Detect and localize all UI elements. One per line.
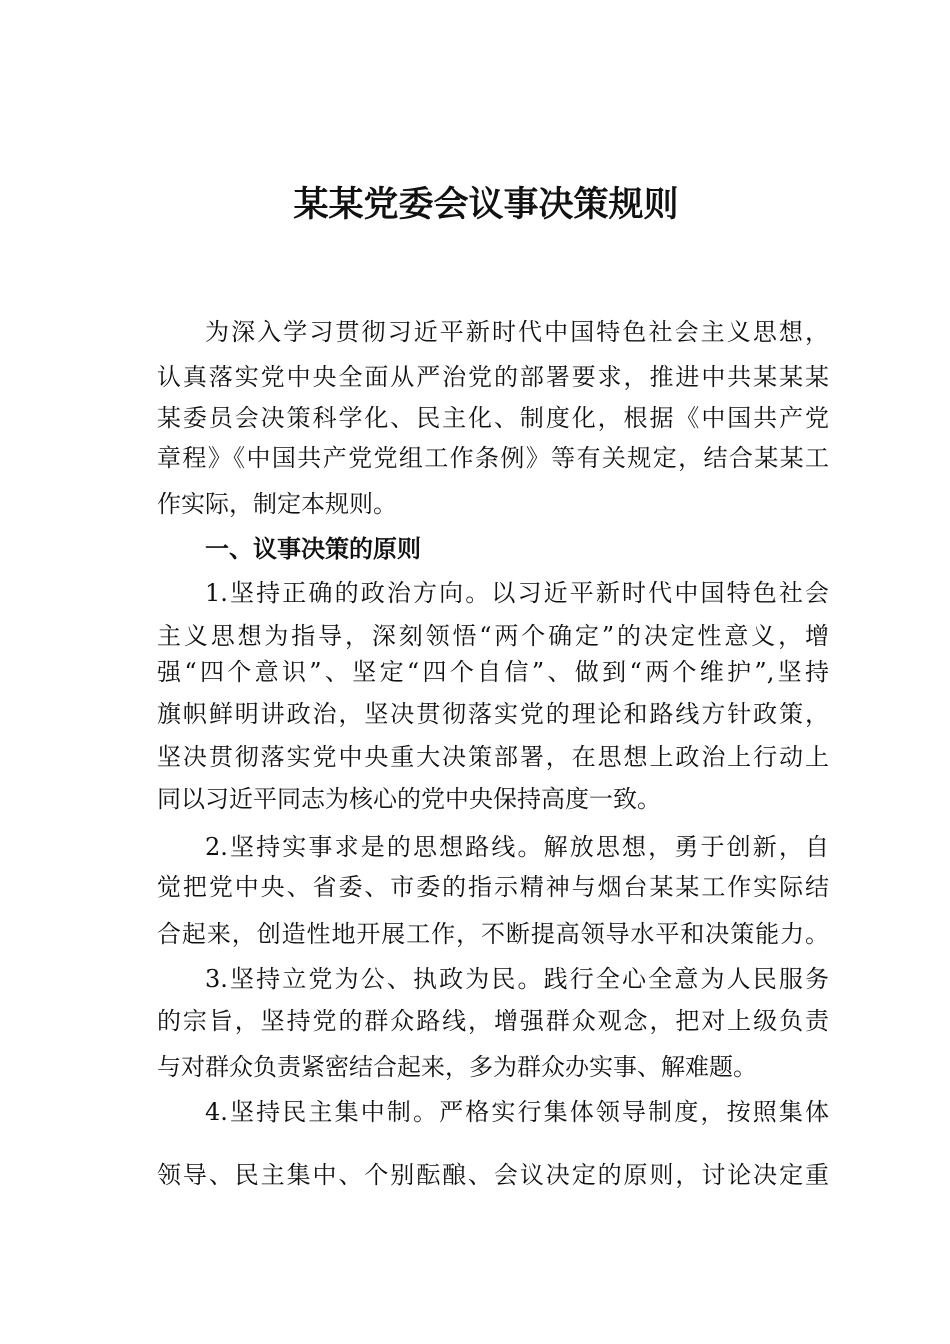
item-4-line-1: 4.坚持民主集中制。严格实行集体领导制度，按照集体 — [205, 1098, 829, 1126]
item-1-line-2: 主义思想为指导，深刻领悟“两个确定”的决定性意义，增 — [157, 622, 829, 650]
intro-line-2: 认真落实党中央全面从严治党的部署要求，推进中共某某某 — [157, 363, 829, 391]
intro-line-3: 某委员会决策科学化、民主化、制度化，根据《中国共产党 — [157, 404, 829, 432]
item-1-line-3: 强“四个意识”、坚定“四个自信”、做到“两个维护”,坚持 — [157, 658, 829, 686]
intro-line-1: 为深入学习贯彻习近平新时代中国特色社会主义思想， — [205, 318, 829, 346]
item-2-line-2: 觉把党中央、省委、市委的指示精神与烟台某某工作实际结 — [157, 873, 829, 901]
section-heading: 一、议事决策的原则 — [205, 535, 421, 563]
intro-line-5: 作实际，制定本规则。 — [157, 490, 397, 518]
item-3-line-2: 的宗旨，坚持党的群众路线，增强群众观念，把对上级负责 — [157, 1007, 829, 1035]
item-1-line-1: 1.坚持正确的政治方向。以习近平新时代中国特色社会 — [205, 579, 829, 607]
item-1-line-5: 坚决贯彻落实党中央重大决策部署，在思想上政治上行动上 — [157, 743, 829, 771]
item-3-line-1: 3.坚持立党为公、执政为民。践行全心全意为人民服务 — [205, 965, 829, 993]
intro-line-4: 章程》《中国共产党党组工作条例》等有关规定，结合某某工 — [157, 444, 829, 472]
item-1-line-6: 同以习近平同志为核心的党中央保持高度一致。 — [157, 785, 661, 813]
item-3-line-3: 与对群众负责紧密结合起来，多为群众办实事、解难题。 — [157, 1053, 757, 1081]
item-2-line-1: 2.坚持实事求是的思想路线。解放思想，勇于创新，自 — [205, 833, 829, 861]
document-title: 某某党委会议事决策规则 — [293, 185, 679, 225]
item-1-line-4: 旗帜鲜明讲政治，坚决贯彻落实党的理论和路线方针政策， — [157, 700, 829, 728]
item-2-line-3: 合起来，创造性地开展工作，不断提高领导水平和决策能力。 — [157, 920, 829, 948]
item-4-line-2: 领导、民主集中、个别酝酿、会议决定的原则，讨论决定重 — [157, 1161, 829, 1189]
